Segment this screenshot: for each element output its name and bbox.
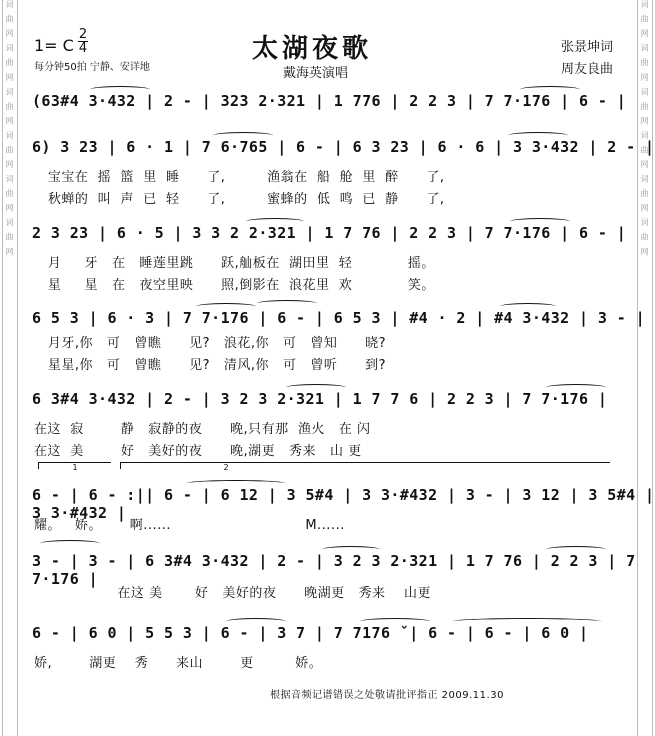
- score-line-6: 6 - | 6 - :|| 6 - | 6 12 | 3 5#4 | 3 3·#432 | 3 - | 3 12 | 3 5#4 | 3 3·#432 |: [32, 486, 655, 522]
- score-line-1: (63#4 3·432 | 2 - | 323 2·321 | 1 776 | 2 2 3 | 7 7·176 | 6 - |: [32, 92, 627, 110]
- slur: [360, 618, 430, 625]
- slur: [322, 546, 380, 553]
- score-line-2: 6) 3 23 | 6 · 1 | 7 6·765 | 6 - | 6 3 23 | 6 · 6 | 3 3·432 | 2 - |: [32, 138, 655, 156]
- score-line-8: 6 - | 6 0 | 5 5 3 | 6 - | 3 7 | 7 7176 ˇ| 6 - | 6 - | 6 0 |: [32, 624, 589, 642]
- slur: [246, 218, 304, 225]
- time-signature-top: 2: [78, 27, 88, 42]
- slur: [196, 303, 256, 310]
- slur: [257, 300, 317, 307]
- lyric-line-4b: 星星,你 可 曾瞧 见? 清风,你 可 曾听 到?: [34, 358, 387, 373]
- lyric-line-5b: 在这 美 好 美好的夜 晚,湖更 秀来 山 更: [34, 444, 362, 459]
- key-signature: 1= C: [34, 36, 74, 55]
- time-signature: [78, 28, 88, 55]
- right-border-decoration: [637, 0, 653, 736]
- slur: [500, 303, 556, 310]
- lyricist: 张景坤词: [561, 40, 614, 55]
- slur: [286, 384, 346, 391]
- lyric-line-2a: 宝宝在 摇 篮 里 睡 了, 渔翁在 船 舱 里 醉 了,: [34, 170, 445, 185]
- time-signature-bottom: 4: [78, 41, 88, 56]
- slur: [510, 218, 570, 225]
- slur: [226, 618, 286, 625]
- lyric-line-3a: 月 牙 在 睡莲里跳 跃,舢板在 湖田里 轻 摇。: [34, 256, 435, 271]
- left-border-text: 词 曲 网 词 曲 网 词 曲 网 词 曲 网 词 曲 网 词 曲 网: [5, 0, 14, 258]
- composer: 周友良曲: [561, 62, 614, 77]
- slur: [186, 480, 286, 487]
- slur: [520, 86, 580, 93]
- slur: [213, 132, 273, 139]
- score-line-4: 6 5 3 | 6 · 3 | 7 7·176 | 6 - | 6 5 3 | #4 · 2 | #4 3·432 | 3 - |: [32, 309, 645, 327]
- slur: [546, 546, 606, 553]
- score-line-5: 6 3#4 3·432 | 2 - | 3 2 3 2·321 | 1 7 7 6 | 2 2 3 | 7 7·176 |: [32, 390, 608, 408]
- right-border-text: 词 曲 网 词 曲 网 词 曲 网 词 曲 网 词 曲 网 词 曲 网: [640, 0, 649, 258]
- slur: [508, 132, 568, 139]
- lyric-line-4a: 月牙,你 可 曾瞧 见? 浪花,你 可 曾知 晓?: [34, 336, 387, 351]
- tempo-marking: 每分钟50拍 宁静、安详地: [34, 62, 150, 73]
- slur: [546, 384, 606, 391]
- volta-2-label: 2: [223, 463, 229, 472]
- lyric-line-3b: 星 星 在 夜空里映 照,倒影在 浪花里 欢 笑。: [34, 278, 435, 293]
- performer: 戴海英演唱: [283, 66, 349, 81]
- lyric-line-2b: 秋蝉的 叫 声 已 轻 了, 蜜蜂的 低 鸣 已 静 了,: [34, 192, 445, 207]
- score-line-3: 2 3 23 | 6 · 5 | 3 3 2 2·321 | 1 7 76 | 2 2 3 | 7 7·176 | 6 - |: [32, 224, 627, 242]
- lyric-line-7: 在这 美 好 美好的夜 晚湖更 秀来 山更: [34, 586, 432, 601]
- volta-1-label: 1: [72, 463, 78, 472]
- volta-2-extension: [330, 462, 610, 463]
- footer-note: 根据音频记谱错误之处敬请批评指正 2009.11.30: [270, 690, 504, 701]
- slur: [452, 618, 602, 625]
- left-border-decoration: [2, 0, 18, 736]
- slur: [40, 540, 100, 547]
- slur: [90, 86, 150, 93]
- lyric-line-6: 耀。 娇。 啊...... M......: [34, 518, 345, 533]
- lyric-line-8: 娇, 湖更 秀 来山 更 娇。: [34, 656, 323, 671]
- song-title: 太湖夜歌: [252, 34, 373, 64]
- volta-2: [120, 462, 331, 472]
- lyric-line-5a: 在这 寂 静 寂静的夜 晚,只有那 渔火 在 闪: [34, 422, 371, 437]
- score-line-7: 3 - | 3 - | 6 3#4 3·432 | 2 - | 3 2 3 2·321 | 1 7 76 | 2 2 3 | 7 7·176 |: [32, 552, 636, 588]
- volta-1: [38, 462, 111, 472]
